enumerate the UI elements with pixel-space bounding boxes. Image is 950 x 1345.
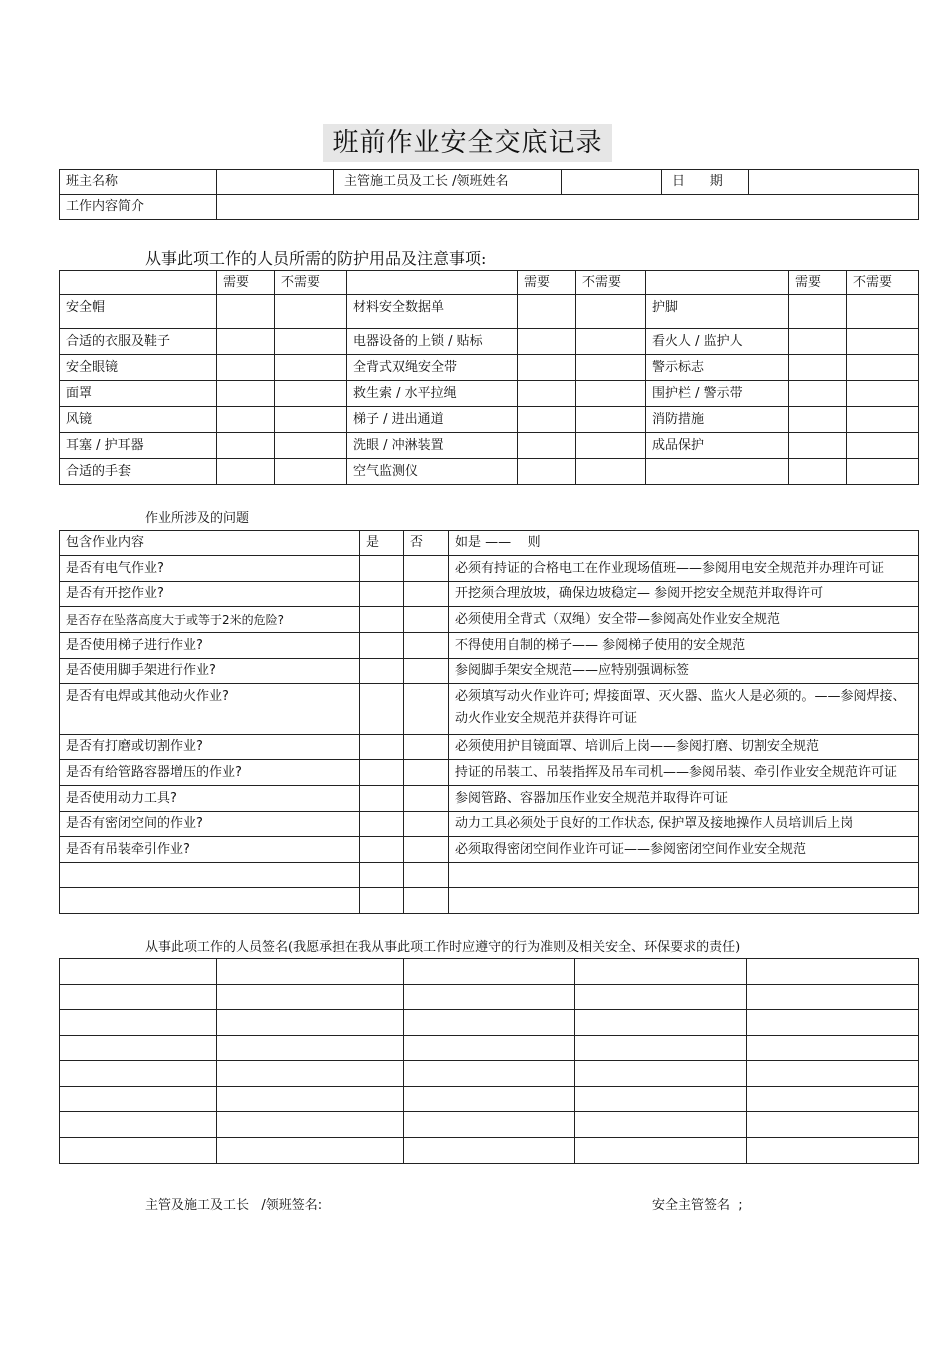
safety-manager-signature-label: 安全主管签名 ; xyxy=(652,1198,743,1213)
issue-no-check[interactable] xyxy=(404,556,449,582)
issue-question: 是否有电焊或其他动火作业? xyxy=(60,684,360,735)
issue-requirement: 开挖须合理放坡，确保边坡稳定— 参阅开挖安全规范并取得许可 xyxy=(449,582,919,607)
ppe-not-need-check[interactable] xyxy=(847,381,919,407)
signature-cell[interactable] xyxy=(404,1061,575,1087)
document-title: 班前作业安全交底记录 xyxy=(323,124,612,162)
signature-cell[interactable] xyxy=(60,959,217,985)
issue-question: 是否有给管路容器增压的作业? xyxy=(60,760,360,786)
signature-cell[interactable] xyxy=(747,1036,919,1061)
signature-cell[interactable] xyxy=(747,985,919,1010)
ppe-col-not-need: 不需要 xyxy=(275,271,347,295)
work-intro-value[interactable] xyxy=(217,195,919,220)
signature-cell[interactable] xyxy=(60,1087,217,1112)
ppe-header-blank xyxy=(347,271,518,295)
ppe-need-check[interactable] xyxy=(789,329,847,355)
ppe-need-check[interactable] xyxy=(217,459,275,485)
signature-cell[interactable] xyxy=(575,1138,747,1164)
issue-requirement: 必须使用全背式（双绳）安全带—参阅高处作业安全规范 xyxy=(449,607,919,633)
ppe-col-need: 需要 xyxy=(518,271,576,295)
signature-cell[interactable] xyxy=(60,1036,217,1061)
signature-cell[interactable] xyxy=(217,1010,404,1036)
ppe-item: 安全眼镜 xyxy=(60,355,217,381)
work-intro-label: 工作内容简介 xyxy=(60,195,217,220)
ppe-need-check[interactable] xyxy=(789,459,847,485)
issue-yes-check[interactable] xyxy=(360,735,404,760)
issue-question: 是否有电气作业? xyxy=(60,556,360,582)
ppe-need-check[interactable] xyxy=(518,329,576,355)
ppe-need-check[interactable] xyxy=(789,381,847,407)
ppe-item: 消防措施 xyxy=(646,407,789,433)
ppe-not-need-check[interactable] xyxy=(847,355,919,381)
ppe-not-need-check[interactable] xyxy=(576,459,646,485)
ppe-not-need-check[interactable] xyxy=(275,355,347,381)
ppe-not-need-check[interactable] xyxy=(576,381,646,407)
ppe-not-need-check[interactable] xyxy=(576,295,646,329)
signature-cell[interactable] xyxy=(60,1138,217,1164)
issue-question: 是否使用动力工具? xyxy=(60,786,360,812)
issue-no-check[interactable] xyxy=(404,684,449,735)
issue-yes-check[interactable] xyxy=(360,633,404,659)
ppe-need-check[interactable] xyxy=(518,355,576,381)
issue-no-check[interactable] xyxy=(404,786,449,812)
issues-col-content: 包含作业内容 xyxy=(60,531,360,556)
ppe-not-need-check[interactable] xyxy=(275,459,347,485)
issues-col-then: 如是 —— 则 xyxy=(449,531,919,556)
issues-table xyxy=(59,530,919,914)
signature-cell[interactable] xyxy=(404,1112,575,1138)
issue-no-check[interactable] xyxy=(404,735,449,760)
signature-cell[interactable] xyxy=(575,1061,747,1087)
issue-yes-check[interactable] xyxy=(360,659,404,684)
signature-cell[interactable] xyxy=(404,985,575,1010)
team-leader-value[interactable] xyxy=(217,170,334,195)
supervisor-signature-label: 主管及施工及工长 /领班签名: xyxy=(145,1198,323,1213)
ppe-need-check[interactable] xyxy=(789,295,847,329)
ppe-need-check[interactable] xyxy=(518,381,576,407)
ppe-need-check[interactable] xyxy=(789,433,847,459)
ppe-need-check[interactable] xyxy=(789,355,847,381)
issue-requirement: 必须使用护目镜面罩、培训后上岗——参阅打磨、切割安全规范 xyxy=(449,735,919,760)
issue-yes-check[interactable] xyxy=(360,812,404,837)
ppe-not-need-check[interactable] xyxy=(847,433,919,459)
issue-question-blank[interactable] xyxy=(60,888,360,914)
ppe-item: 耳塞 / 护耳器 xyxy=(60,433,217,459)
signature-cell[interactable] xyxy=(575,1087,747,1112)
issue-no-check[interactable] xyxy=(404,888,449,914)
issue-yes-check[interactable] xyxy=(360,582,404,607)
issue-requirement-blank[interactable] xyxy=(449,888,919,914)
ppe-item xyxy=(646,459,789,485)
signature-cell[interactable] xyxy=(217,1036,404,1061)
issue-yes-check[interactable] xyxy=(360,888,404,914)
issue-question: 是否有吊装牵引作业? xyxy=(60,837,360,863)
issue-question: 是否有打磨或切割作业? xyxy=(60,735,360,760)
ppe-not-need-check[interactable] xyxy=(275,381,347,407)
ppe-item: 全背式双绳安全带 xyxy=(347,355,518,381)
ppe-item: 电器设备的上锁 / 贴标 xyxy=(347,329,518,355)
issue-yes-check[interactable] xyxy=(360,556,404,582)
ppe-item: 合适的手套 xyxy=(60,459,217,485)
issue-requirement: 不得使用自制的梯子—— 参阅梯子使用的安全规范 xyxy=(449,633,919,659)
signature-cell[interactable] xyxy=(575,1010,747,1036)
issue-question: 是否有密闭空间的作业? xyxy=(60,812,360,837)
ppe-need-check[interactable] xyxy=(518,459,576,485)
issue-yes-check[interactable] xyxy=(360,863,404,888)
ppe-need-check[interactable] xyxy=(518,295,576,329)
issue-no-check[interactable] xyxy=(404,812,449,837)
team-leader-label: 班主名称 xyxy=(60,170,217,195)
ppe-not-need-check[interactable] xyxy=(847,295,919,329)
issue-no-check[interactable] xyxy=(404,837,449,863)
ppe-not-need-check[interactable] xyxy=(275,329,347,355)
signature-cell[interactable] xyxy=(404,959,575,985)
ppe-item: 洗眼 / 冲淋装置 xyxy=(347,433,518,459)
ppe-col-need: 需要 xyxy=(217,271,275,295)
issue-requirement: 参阅管路、容器加压作业安全规范并取得许可证 xyxy=(449,786,919,812)
signature-section-title: 从事此项工作的人员签名(我愿承担在我从事此项工作时应遵守的行为准则及相关安全、环保要求的责任) xyxy=(145,940,741,955)
signature-cell[interactable] xyxy=(575,985,747,1010)
signature-table xyxy=(59,958,919,1164)
signature-cell[interactable] xyxy=(404,1036,575,1061)
signature-cell[interactable] xyxy=(404,1138,575,1164)
issue-yes-check[interactable] xyxy=(360,837,404,863)
signature-cell[interactable] xyxy=(60,985,217,1010)
issue-requirement: 参阅脚手架安全规范——应特别强调标签 xyxy=(449,659,919,684)
issue-question: 是否使用脚手架进行作业? xyxy=(60,659,360,684)
ppe-need-check[interactable] xyxy=(217,407,275,433)
issue-requirement: 必须有持证的合格电工在作业现场值班——参阅用电安全规范并办理许可证 xyxy=(449,556,919,582)
signature-cell[interactable] xyxy=(60,1112,217,1138)
issues-col-yes: 是 xyxy=(360,531,404,556)
signature-cell[interactable] xyxy=(217,1087,404,1112)
issue-requirement: 持证的吊装工、吊装指挥及吊车司机——参阅吊装、牵引作业安全规范许可证 xyxy=(449,760,919,786)
issues-col-no: 否 xyxy=(404,531,449,556)
ppe-not-need-check[interactable] xyxy=(847,329,919,355)
supervisor-label: 主管施工员及工长 /领班姓名 xyxy=(334,170,562,195)
ppe-item: 风镜 xyxy=(60,407,217,433)
supervisor-value[interactable] xyxy=(562,170,662,195)
signature-cell[interactable] xyxy=(575,959,747,985)
ppe-item: 面罩 xyxy=(60,381,217,407)
ppe-item: 警示标志 xyxy=(646,355,789,381)
issue-requirement: 必须取得密闭空间作业许可证——参阅密闭空间作业安全规范 xyxy=(449,837,919,863)
signature-cell[interactable] xyxy=(60,1010,217,1036)
ppe-need-check[interactable] xyxy=(217,329,275,355)
issue-yes-check[interactable] xyxy=(360,684,404,735)
signature-cell[interactable] xyxy=(217,1061,404,1087)
ppe-not-need-check[interactable] xyxy=(576,329,646,355)
ppe-item: 合适的衣服及鞋子 xyxy=(60,329,217,355)
signature-cell[interactable] xyxy=(747,1087,919,1112)
issue-question: 是否有开挖作业? xyxy=(60,582,360,607)
issue-yes-check[interactable] xyxy=(360,786,404,812)
signature-cell[interactable] xyxy=(404,1010,575,1036)
ppe-item: 围护栏 / 警示带 xyxy=(646,381,789,407)
ppe-not-need-check[interactable] xyxy=(847,459,919,485)
signature-cell[interactable] xyxy=(217,1112,404,1138)
ppe-table xyxy=(59,270,919,485)
signature-cell[interactable] xyxy=(747,1112,919,1138)
issue-no-check[interactable] xyxy=(404,659,449,684)
signature-cell[interactable] xyxy=(575,1036,747,1061)
ppe-item: 成品保护 xyxy=(646,433,789,459)
issue-no-check[interactable] xyxy=(404,607,449,633)
issue-no-check[interactable] xyxy=(404,633,449,659)
issue-yes-check[interactable] xyxy=(360,607,404,633)
issue-question-blank[interactable] xyxy=(60,863,360,888)
ppe-need-check[interactable] xyxy=(789,407,847,433)
ppe-not-need-check[interactable] xyxy=(576,407,646,433)
issue-question: 是否使用梯子进行作业? xyxy=(60,633,360,659)
ppe-col-not-need: 不需要 xyxy=(847,271,919,295)
signature-cell[interactable] xyxy=(747,959,919,985)
ppe-need-check[interactable] xyxy=(518,407,576,433)
ppe-item: 梯子 / 进出通道 xyxy=(347,407,518,433)
signature-cell[interactable] xyxy=(217,1138,404,1164)
date-value[interactable] xyxy=(749,170,919,195)
ppe-not-need-check[interactable] xyxy=(275,433,347,459)
ppe-section-title: 从事此项工作的人员所需的防护用品及注意事项: xyxy=(145,249,487,268)
ppe-not-need-check[interactable] xyxy=(847,407,919,433)
ppe-item: 护脚 xyxy=(646,295,789,329)
issue-question: 是否存在坠落高度大于或等于2米的危险? xyxy=(60,607,360,633)
ppe-header-blank xyxy=(60,271,217,295)
issue-no-check[interactable] xyxy=(404,863,449,888)
signature-cell[interactable] xyxy=(217,985,404,1010)
ppe-need-check[interactable] xyxy=(217,355,275,381)
ppe-item: 救生索 / 水平拉绳 xyxy=(347,381,518,407)
issue-no-check[interactable] xyxy=(404,760,449,786)
ppe-item: 空气监测仪 xyxy=(347,459,518,485)
issue-requirement: 动力工具必须处于良好的工作状态, 保护罩及接地操作人员培训后上岗 xyxy=(449,812,919,837)
header-table xyxy=(59,169,919,220)
issues-section-title: 作业所涉及的问题 xyxy=(145,511,250,526)
ppe-need-check[interactable] xyxy=(217,381,275,407)
ppe-need-check[interactable] xyxy=(518,433,576,459)
date-label: 日 期 xyxy=(662,170,749,195)
issue-yes-check[interactable] xyxy=(360,760,404,786)
signature-cell[interactable] xyxy=(747,1061,919,1087)
ppe-not-need-check[interactable] xyxy=(275,407,347,433)
signature-cell[interactable] xyxy=(404,1087,575,1112)
ppe-not-need-check[interactable] xyxy=(275,295,347,329)
signature-cell[interactable] xyxy=(217,959,404,985)
signature-cell[interactable] xyxy=(747,1138,919,1164)
signature-cell[interactable] xyxy=(60,1061,217,1087)
ppe-header-blank xyxy=(646,271,789,295)
issue-no-check[interactable] xyxy=(404,582,449,607)
signature-cell[interactable] xyxy=(575,1112,747,1138)
issue-requirement: 必须填写动火作业许可; 焊接面罩、灭火器、监火人是必须的。——参阅焊接、动火作业安全规范并获得许可证 xyxy=(449,684,919,735)
ppe-item: 看火人 / 监护人 xyxy=(646,329,789,355)
signature-cell[interactable] xyxy=(747,1010,919,1036)
ppe-not-need-check[interactable] xyxy=(576,355,646,381)
ppe-need-check[interactable] xyxy=(217,433,275,459)
ppe-col-not-need: 不需要 xyxy=(576,271,646,295)
ppe-need-check[interactable] xyxy=(217,295,275,329)
ppe-item: 材料安全数据单 xyxy=(347,295,518,329)
ppe-not-need-check[interactable] xyxy=(576,433,646,459)
ppe-item: 安全帽 xyxy=(60,295,217,329)
ppe-col-need: 需要 xyxy=(789,271,847,295)
issue-requirement-blank[interactable] xyxy=(449,863,919,888)
